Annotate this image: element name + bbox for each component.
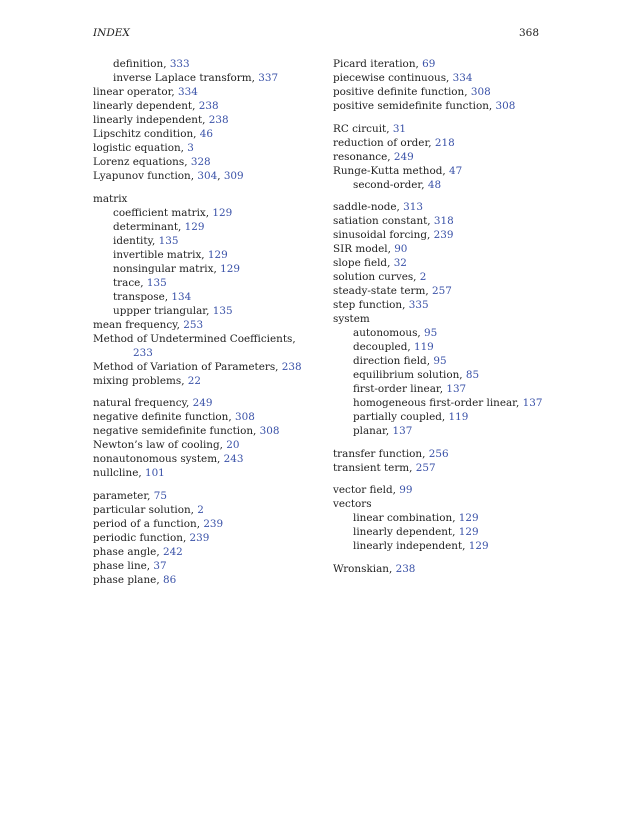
index-entry: [93, 346, 333, 360]
entry-term: phase angle,: [93, 545, 163, 558]
index-subentry: [333, 539, 573, 553]
index-subentry: [333, 424, 573, 438]
page-link[interactable]: 253: [183, 318, 204, 331]
page-link[interactable]: 2: [197, 503, 204, 516]
entry-term: Lipschitz condition,: [93, 128, 200, 140]
page-link[interactable]: 328: [190, 156, 211, 168]
index-entry: [93, 318, 333, 332]
index-entry: [93, 559, 333, 573]
page-link[interactable]: 129: [468, 540, 489, 552]
index-entry: [333, 284, 573, 298]
page-link[interactable]: 137: [392, 425, 413, 437]
index-entry: [93, 438, 333, 452]
index-entry: [333, 228, 573, 242]
index-entry: [93, 141, 333, 155]
entry-term: negative definite function,: [93, 411, 235, 423]
page-link[interactable]: 134: [171, 290, 192, 303]
entry-term: linearly independent,: [93, 114, 209, 126]
index-entry: [93, 573, 333, 587]
index-entry: [333, 71, 573, 85]
running-header: [93, 27, 539, 41]
index-entry: [93, 113, 333, 127]
entry-term: RC circuit,: [333, 122, 393, 135]
index-entry: [333, 99, 573, 113]
index-entry: [93, 503, 333, 517]
index-entry: [333, 256, 573, 270]
index-column-right: [333, 57, 573, 576]
index-entry: [333, 497, 573, 511]
page-link[interactable]: 95: [424, 327, 438, 339]
index-entry: [333, 200, 573, 214]
index-subentry: [93, 290, 333, 304]
entry-term: invertible matrix,: [113, 248, 208, 261]
entry-term: negative semidefinite function,: [93, 425, 260, 437]
entry-term: vector field,: [333, 484, 400, 496]
entry-term: slope field,: [333, 257, 394, 269]
index-entry: Lyapunov function, 304, 309: [93, 170, 244, 182]
page-link[interactable]: 318: [433, 215, 454, 227]
entry-term: phase plane,: [93, 573, 163, 586]
entry-term: linearly dependent,: [353, 526, 459, 538]
index-entry: [333, 270, 573, 284]
page-link[interactable]: 218: [434, 136, 455, 149]
page-link[interactable]: 85: [465, 369, 480, 381]
page-link[interactable]: 249: [192, 397, 213, 409]
page-link[interactable]: 308: [470, 86, 491, 98]
index-entry: [93, 332, 333, 346]
index-subentry: [93, 248, 333, 262]
entry-term: second-order,: [353, 178, 428, 191]
index-entry: [93, 452, 333, 466]
page-link[interactable]: 99: [399, 484, 413, 496]
page-link[interactable]: 119: [413, 341, 434, 353]
entry-term: partially coupled,: [353, 411, 449, 423]
header-title: INDEX: [93, 27, 130, 39]
entry-term: mixing problems,: [93, 374, 188, 387]
page-link[interactable]: 129: [212, 206, 233, 219]
page-link[interactable]: 334: [178, 86, 198, 98]
page-link[interactable]: 135: [146, 276, 167, 289]
entry-term: piecewise continuous,: [333, 72, 453, 84]
entry-term: Runge-Kutta method,: [333, 164, 449, 177]
entry-term: decoupled,: [353, 341, 414, 353]
index-subentry: [93, 234, 333, 248]
index-entry: [333, 461, 573, 475]
page-link[interactable]: 334: [452, 72, 473, 84]
entry-term: parameter,: [93, 489, 154, 502]
page-link[interactable]: 256: [428, 447, 449, 460]
index-entry: [93, 127, 333, 141]
entry-term: reduction of order,: [333, 136, 435, 149]
page-link[interactable]: 233: [133, 346, 153, 359]
entry-term: inverse Laplace transform,: [113, 72, 259, 84]
page-link[interactable]: 2: [419, 271, 427, 283]
page-link[interactable]: 75: [153, 489, 167, 502]
entry-term: transient term,: [333, 461, 416, 474]
page-link[interactable]: 335: [408, 299, 429, 311]
entry-term: linear operator,: [93, 86, 179, 98]
entry-term: identity,: [113, 234, 159, 247]
entry-term: coefficient matrix,: [113, 206, 213, 219]
index-entry: [333, 483, 573, 497]
entry-term: periodic function,: [93, 531, 190, 544]
page-link[interactable]: 101: [144, 467, 165, 479]
page-link[interactable]: 238: [208, 114, 229, 126]
entry-term: transpose,: [113, 290, 172, 303]
page-link[interactable]: 32: [393, 257, 407, 269]
entry-term: direction field,: [353, 355, 434, 367]
page-link[interactable]: 22: [187, 374, 202, 387]
page-link[interactable]: 249: [393, 150, 414, 163]
entry-term: equilibrium solution,: [353, 369, 466, 381]
page-link[interactable]: 86: [162, 573, 177, 586]
page-link[interactable]: 239: [203, 517, 224, 530]
index-entry: [333, 562, 573, 576]
page-link[interactable]: 20: [226, 439, 240, 451]
page-link[interactable]: 37: [153, 559, 167, 572]
page-link[interactable]: 257: [431, 285, 452, 297]
entry-term: planar,: [353, 425, 393, 437]
index-subentry: [333, 340, 573, 354]
index-entry: [333, 214, 573, 228]
entry-term: nonautonomous system,: [93, 453, 224, 465]
page-link[interactable]: 308: [495, 100, 516, 112]
entry-term: nullcline,: [93, 467, 145, 479]
page-link[interactable]: 129: [458, 512, 479, 524]
entry-term: Picard iteration,: [333, 58, 423, 70]
entry-term: positive definite function,: [333, 86, 471, 98]
page-link[interactable]: 337: [258, 72, 279, 84]
index-entry: [333, 164, 573, 178]
entry-term: sinusoidal forcing,: [333, 229, 434, 241]
index-entry: [333, 57, 573, 71]
index-entry: [333, 150, 573, 164]
index-entry: [93, 489, 333, 503]
index-entry: [93, 374, 333, 388]
entry-term: Method of Undetermined Coefficients,: [93, 332, 296, 345]
page-link[interactable]: 119: [448, 411, 469, 423]
entry-term: vectors: [333, 498, 372, 510]
entry-term: mean frequency,: [93, 318, 184, 331]
entry-term: determinant,: [113, 220, 185, 233]
entry-term: Lyapunov function,: [93, 170, 198, 182]
page-link[interactable]: 257: [415, 461, 436, 474]
page-link[interactable]: 46: [199, 128, 214, 140]
index-subentry: [333, 178, 573, 192]
index-entry: [93, 424, 333, 438]
index-entry: [333, 312, 573, 326]
entry-term: positive semidefinite function,: [333, 100, 496, 112]
index-entry: [333, 136, 573, 150]
index-entry: [93, 517, 333, 531]
index-entry: [93, 192, 333, 206]
page-link[interactable]: 239: [433, 229, 454, 241]
entry-term: autonomous,: [353, 327, 425, 339]
index-subentry: [93, 220, 333, 234]
index-entry: [333, 298, 573, 312]
entry-term: linearly independent,: [353, 540, 469, 552]
entry-term: solution curves,: [333, 271, 420, 283]
page-link[interactable]: 243: [223, 453, 244, 465]
entry-term: phase line,: [93, 559, 154, 572]
entry-term: saddle-node,: [333, 201, 404, 213]
page-link[interactable]: 333: [169, 58, 190, 70]
page-link[interactable]: 137: [522, 397, 543, 409]
page-link[interactable]: 238: [198, 100, 219, 112]
entry-term: transfer function,: [333, 447, 429, 460]
index-entry: [93, 410, 333, 424]
index-entry: [333, 85, 573, 99]
page-link[interactable]: 242: [162, 545, 183, 558]
page-link[interactable]: 313: [403, 201, 424, 213]
index-subentry: [333, 368, 573, 382]
entry-term: Lorenz equations,: [93, 156, 191, 168]
index-subentry: [93, 276, 333, 290]
entry-term: SIR model,: [333, 243, 395, 255]
page-link[interactable]: 309: [223, 170, 244, 182]
page-link[interactable]: 129: [184, 220, 205, 233]
page-link[interactable]: 238: [395, 562, 416, 575]
page-link[interactable]: 308: [259, 425, 280, 437]
index-entry: [93, 360, 333, 374]
index-entry: [93, 85, 333, 99]
entry-term: nonsingular matrix,: [113, 262, 221, 275]
index-entry: [93, 531, 333, 545]
entry-term: uppper triangular,: [113, 304, 213, 317]
entry-term: Method of Variation of Parameters,: [93, 360, 282, 373]
entry-term: resonance,: [333, 150, 394, 163]
index-entry: [93, 155, 333, 169]
index-subentry: [333, 382, 573, 396]
entry-term: natural frequency,: [93, 397, 193, 409]
entry-term: homogeneous first-order linear,: [353, 397, 523, 409]
page-link[interactable]: 47: [448, 164, 463, 177]
page-link[interactable]: 95: [433, 355, 447, 367]
entry-term: satiation constant,: [333, 215, 434, 227]
index-subentry: [93, 57, 333, 71]
page-link[interactable]: 137: [446, 383, 467, 395]
entry-term: steady-state term,: [333, 285, 432, 297]
index-entry: [93, 99, 333, 113]
page-link[interactable]: 129: [220, 262, 240, 275]
page-number: 368: [518, 27, 539, 39]
index-subentry: [333, 354, 573, 368]
entry-term: Newton’s law of cooling,: [93, 439, 227, 451]
page-link[interactable]: 69: [422, 58, 436, 70]
entry-term: first-order linear,: [353, 383, 447, 395]
entry-term: trace,: [113, 276, 147, 289]
index-column-left: [93, 57, 333, 587]
index-subentry: [333, 525, 573, 539]
entry-term: step function,: [333, 299, 409, 311]
index-subentry: [333, 326, 573, 340]
page-link[interactable]: 3: [187, 142, 194, 154]
entry-term: Wronskian,: [333, 562, 396, 575]
entry-term: definition,: [113, 58, 170, 70]
page-link[interactable]: 239: [189, 531, 210, 544]
entry-term: system: [333, 313, 370, 325]
index-subentry: [93, 304, 333, 318]
index-subentry: [93, 206, 333, 220]
page-link[interactable]: 135: [158, 234, 179, 247]
entry-term: matrix: [93, 192, 128, 205]
page-link[interactable]: 48: [427, 178, 442, 191]
entry-term: logistic equation,: [93, 142, 188, 154]
page-link[interactable]: 238: [281, 360, 302, 373]
page-link[interactable]: 308: [234, 411, 255, 423]
index-entry: [333, 122, 573, 136]
index-subentry: [93, 262, 333, 276]
entry-term: linear combination,: [353, 512, 459, 524]
entry-term: linearly dependent,: [93, 100, 199, 112]
index-entry: [93, 396, 333, 410]
entry-term: particular solution,: [93, 503, 198, 516]
page-link[interactable]: 129: [207, 248, 228, 261]
index-subentry: [93, 71, 333, 85]
index-subentry: [333, 396, 573, 410]
index-subentry: [333, 511, 573, 525]
page-link[interactable]: 90: [394, 243, 408, 255]
page-link[interactable]: 31: [392, 122, 407, 135]
page-link[interactable]: 135: [212, 304, 233, 317]
entry-term: period of a function,: [93, 517, 204, 530]
page-link[interactable]: 129: [458, 526, 479, 538]
index-entry: [93, 545, 333, 559]
page-link[interactable]: 304: [197, 170, 218, 182]
index-entry: [333, 242, 573, 256]
index-entry: [333, 447, 573, 461]
index-subentry: [333, 410, 573, 424]
index-entry: [93, 466, 333, 480]
